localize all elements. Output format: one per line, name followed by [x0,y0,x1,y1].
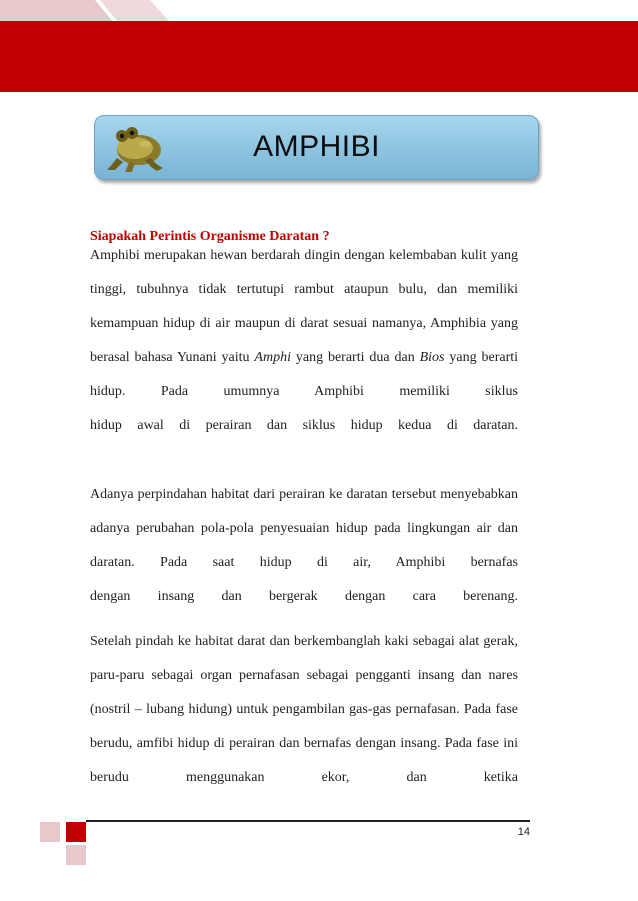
text-line: dengan insang dan bergerak dengan cara berenang. [90,589,518,604]
title-banner [94,115,539,180]
text-line: yang berarti hidup. Pada umumnya Amphibi memiliki siklus [90,350,519,399]
text-line: dan nares (nostril – lubang hidung) untuk pengambilan gas-gas [90,668,518,717]
page-number: 14 [517,826,530,838]
footer-square-decoration [66,845,86,865]
text-line: Adanya perpindahan habitat dari perairan ke daratan tersebut [90,487,437,502]
term-amphi: Amphi [254,350,291,365]
banner-title: AMPHIBI [253,130,380,163]
text-line: dengan insang. Pada fase ini berudu menggunakan ekor, dan ketika [90,736,519,785]
text-line: yang tinggi, tubuhnya tidak tertutupi rambut ataupun bulu, dan [90,248,518,297]
paragraph-1 [90,239,518,443]
text-line: Setelah pindah ke habitat darat dan berkembanglah kaki sebagai alat [90,634,480,649]
text-line: hidup awal di perairan dan siklus hidup kedua di daratan. [90,418,518,433]
footer-square-decoration [66,822,86,842]
section-heading: Siapakah Perintis Organisme Daratan ? [90,229,330,244]
text-line: memiliki kemampuan hidup di air maupun di darat sesuai namanya, [90,282,519,331]
header-band [0,21,638,92]
footer-square-decoration [40,822,60,842]
text-line: lingkungan air dan daratan. Pada saat hidup di air, Amphibi bernafas [90,521,519,570]
text-line: pernafasan. Pada fase berudu, amfibi hidup di perairan dan bernafas [90,702,518,751]
text-line: yang berarti dua [290,350,390,365]
text-line: gerak, paru-paru sebagai organ pernafasan sebagai pengganti insang [90,634,518,683]
paragraph-3 [90,625,518,795]
paragraph-2 [90,478,518,614]
text-line: menyebabkan adanya perubahan pola-pola penyesuaian hidup pada [90,487,518,536]
footer-rule [86,820,530,822]
term-bios: Bios [419,350,445,365]
text-line: Amphibi merupakan hewan berdarah dingin dengan kelembaban kulit [90,248,487,263]
text-line: dan [394,350,420,365]
text-line: Amphibia yang berasal bahasa Yunani yaitu [90,316,518,365]
